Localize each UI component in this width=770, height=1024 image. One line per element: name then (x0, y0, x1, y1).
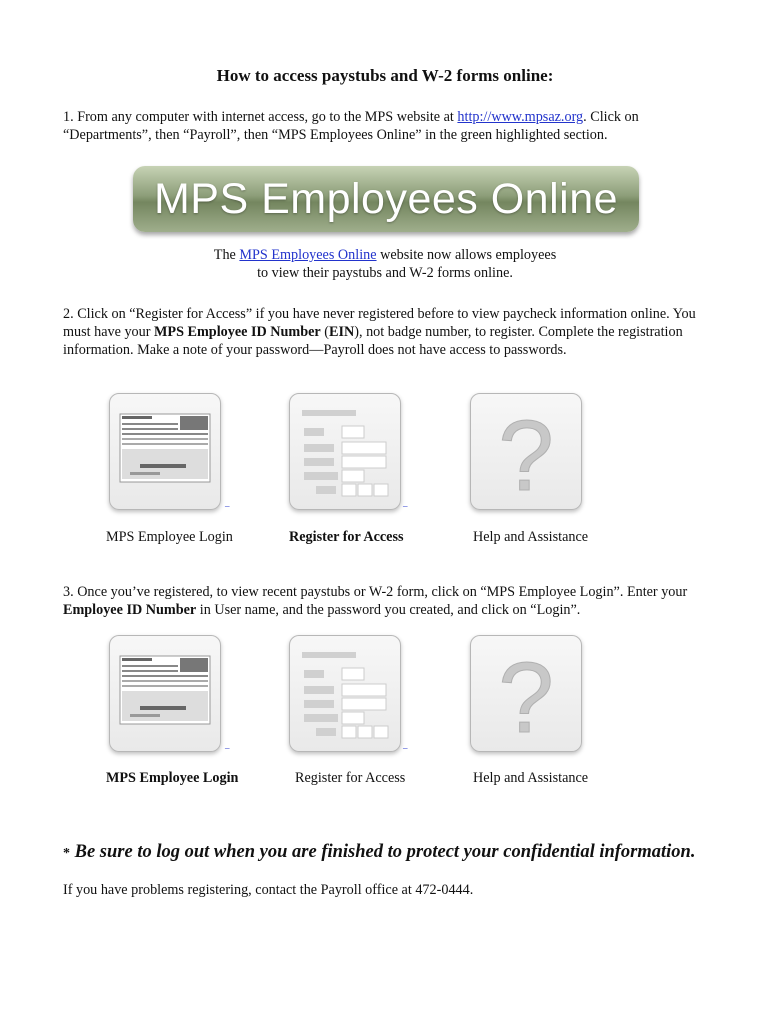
link-mark: _ (403, 740, 408, 750)
help-question-icon[interactable] (470, 635, 582, 752)
step-2-text: 2. Click on “Register for Access” if you have never registered before to view paycheck information online. You must have your MPS Employee ID Number (EIN), not badge number, to register. Complete the registration information. Make a note of your password—Payroll does not have access to passwords. (63, 306, 696, 358)
caption-register[interactable]: Register for Access (289, 529, 404, 545)
svg-text:?: ? (498, 642, 554, 751)
register-icon[interactable] (289, 393, 401, 510)
link-mark: _ (225, 740, 230, 750)
caption-help[interactable]: Help and Assistance (473, 770, 589, 786)
mps-employees-online-link[interactable]: MPS Employees Online (239, 247, 377, 263)
step-1-text: 1. From any computer with internet access, go to the MPS website at http://www.mpsaz.org. Click on “Departments”, then “Payroll”, then “MPS Employees Online” in the green highlighted section. (63, 109, 639, 143)
register-icon[interactable] (289, 635, 401, 752)
logout-warning: * Be sure to log out when you are finished to protect your confidential information. (63, 842, 696, 862)
step-3-text: 3. Once you’ve registered, to view recent paystubs or W-2 form, click on “MPS Employee Login”. Enter your Employee ID Number in User name, and the password you created, and click on “Login”. (63, 584, 688, 618)
contact-text: If you have problems registering, contact the Payroll office at 472-0444. (63, 882, 474, 898)
link-mark: _ (225, 498, 230, 508)
caption-login[interactable]: MPS Employee Login (106, 529, 233, 545)
link-mark: _ (403, 498, 408, 508)
help-question-icon[interactable] (470, 393, 582, 510)
svg-text:?: ? (498, 400, 554, 509)
page-title: How to access paystubs and W-2 forms online: (216, 66, 554, 85)
mpsaz-link[interactable]: http://www.mpsaz.org (457, 109, 584, 125)
mps-employees-online-banner[interactable]: MPS Employees Online (133, 166, 639, 232)
caption-login[interactable]: MPS Employee Login (106, 770, 239, 786)
login-icon[interactable] (109, 393, 221, 510)
caption-help[interactable]: Help and Assistance (473, 529, 589, 545)
login-icon[interactable] (109, 635, 221, 752)
website-note: The MPS Employees Online website now allows employees to view their paystubs and W-2 forms online. (213, 247, 557, 281)
caption-register[interactable]: Register for Access (295, 770, 406, 786)
